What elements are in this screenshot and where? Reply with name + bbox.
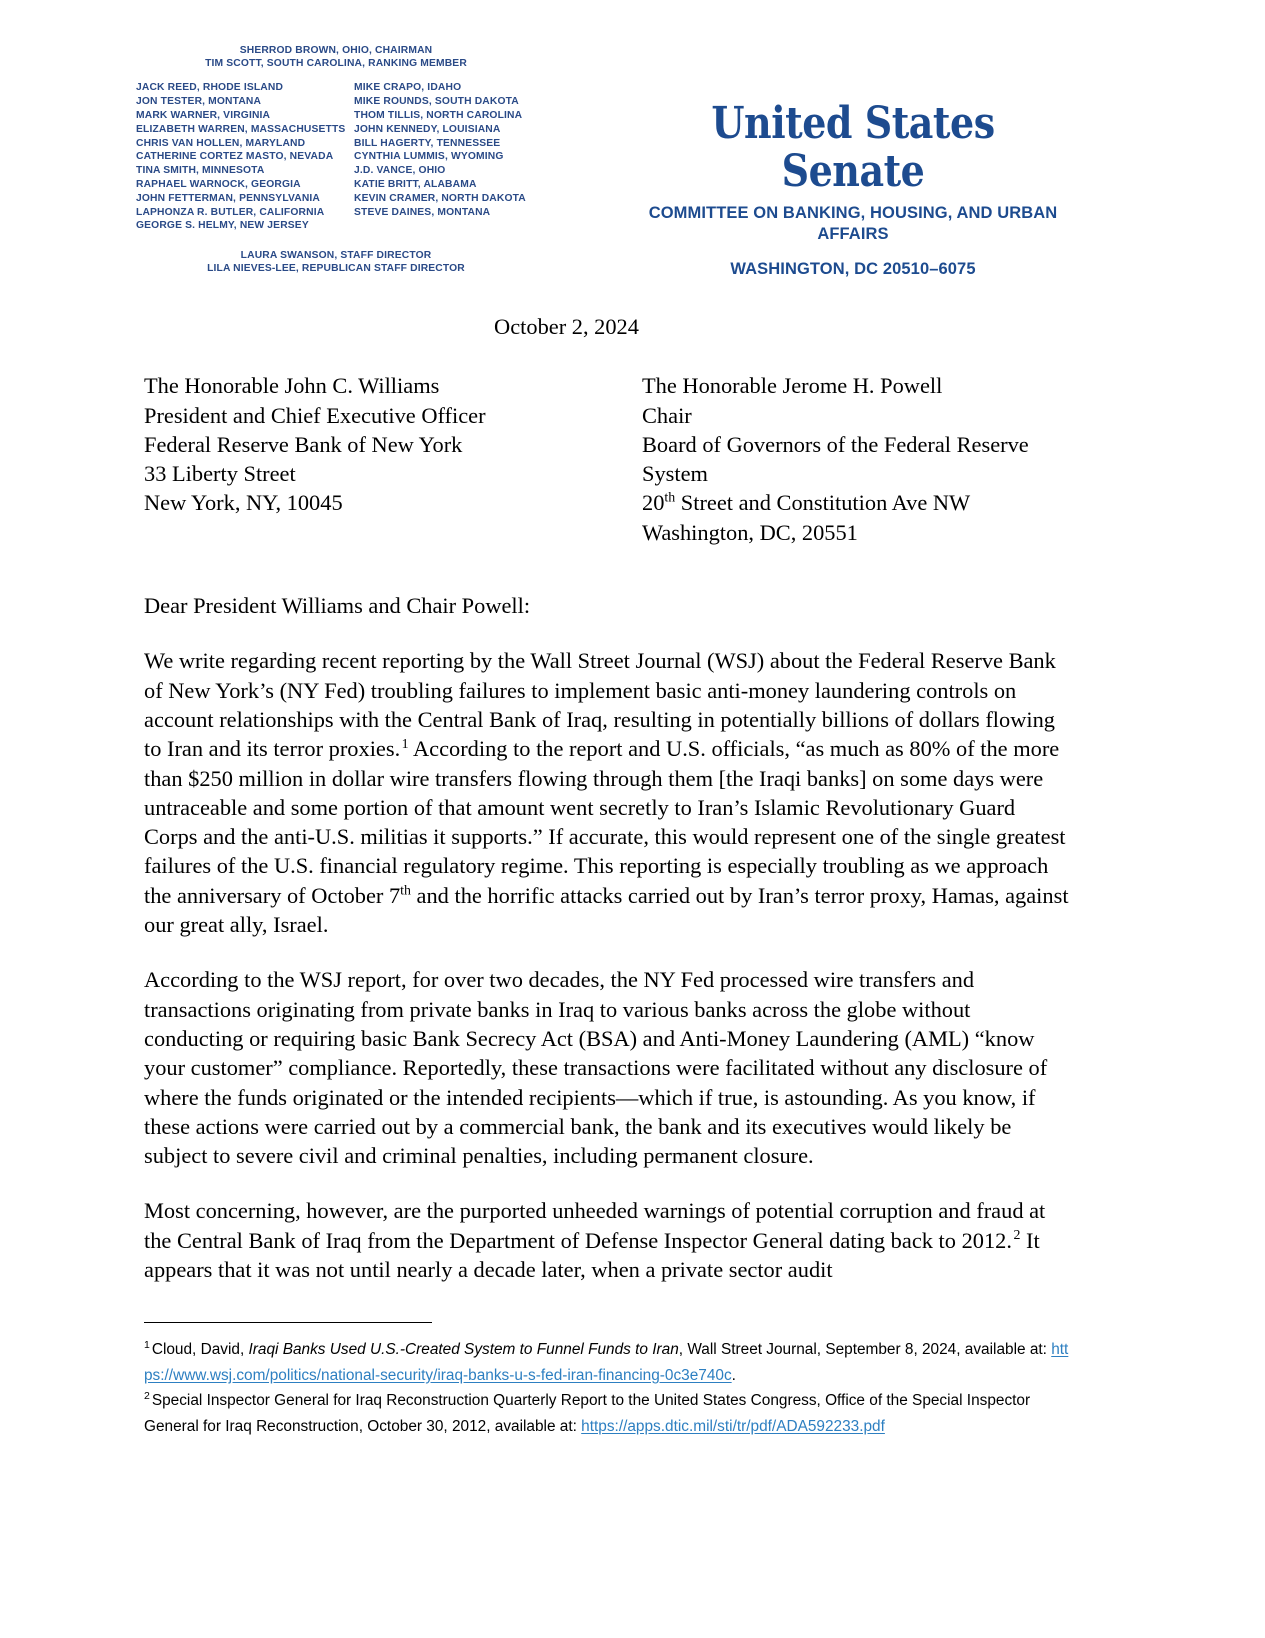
letter-date: October 2, 2024 [494, 314, 639, 339]
roster-member: KEVIN CRAMER, NORTH DAKOTA [354, 192, 526, 204]
roster-member: KATIE BRITT, ALABAMA [354, 178, 477, 190]
footnote-1-title: Iraqi Banks Used U.S.-Created System to Funnel Funds to Iran [248, 1341, 679, 1358]
roster-member: ELIZABETH WARREN, MASSACHUSETTS [136, 123, 346, 135]
recipient-city: Washington, DC, 20551 [642, 519, 858, 545]
roster-member: CYNTHIA LUMMIS, WYOMING [354, 151, 504, 163]
paragraph-1-text-b: According to the report and U.S. officials, “as much as 80% of the more than $250 million in dollar wire transfers flowing through them [the Iraqi banks] on some days were untraceable and some portion of that amount went secretly to Iran’s Islamic Revolutionary Guard Corps and the anti-U.S. militias it supports.” If accurate, this would represent one of the single greatest failures of the U.S. financial regulatory regime. This reporting is especially troubling as we approach the anniversary of October 7 [144, 736, 1066, 908]
senate-masthead [638, 100, 1068, 280]
street-name: Street and Constitution Ave NW [675, 490, 971, 516]
recipient-title: Chair [642, 402, 692, 428]
footnote-2 [144, 1388, 1069, 1439]
footnote-section [144, 1322, 1069, 1439]
paragraph-3-text-a: Most concerning, however, are the purported unheeded warnings of potential corruption and fraud at the Central Bank of Iraq from the Department of Defense Inspector General dating back to 2012. [144, 1198, 1046, 1253]
roster-member: MARK WARNER, VIRGINIA [136, 110, 271, 121]
footnote-separator [144, 1322, 432, 1323]
committee-address: WASHINGTON, DC 20510–6075 [730, 260, 976, 278]
roster-member: BILL HAGERTY, TENNESSEE [354, 137, 501, 149]
roster-column-majority [136, 81, 354, 233]
footnote-1-source: , Wall Street Journal, September 8, 2024, available at: [678, 1341, 1052, 1358]
roster-member: RAPHAEL WARNOCK, GEORGIA [136, 178, 301, 190]
roster-member: CHRIS VAN HOLLEN, MARYLAND [136, 137, 306, 149]
republican-staff-director: LILA NIEVES-LEE, REPUBLICAN STAFF DIRECTOR [207, 263, 465, 275]
recipient-name: The Honorable Jerome H. Powell [642, 373, 943, 399]
footnote-2-link[interactable]: https://apps.dtic.mil/sti/tr/pdf/ADA592233.pdf [581, 1417, 885, 1435]
ordinal-suffix: th [664, 491, 676, 507]
recipient-street [642, 488, 1069, 517]
recipient-williams [144, 371, 642, 547]
footnote-1-author: Cloud, David, [151, 1341, 249, 1358]
paragraph-3 [144, 1196, 1069, 1284]
roster-ranking-member: TIM SCOTT, SOUTH CAROLINA, RANKING MEMBER [205, 58, 467, 70]
roster-columns [136, 81, 536, 233]
recipient-powell [642, 371, 1069, 547]
footnote-1-number: 1 [144, 1339, 150, 1351]
roster-member: THOM TILLIS, NORTH CAROLINA [354, 110, 523, 121]
recipient-block [144, 371, 1069, 547]
footnote-1-period: . [731, 1366, 736, 1384]
roster-member: J.D. VANCE, OHIO [354, 165, 446, 177]
recipient-org: Federal Reserve Bank of New York [144, 431, 463, 457]
footnote-ref-2[interactable]: 2 [1013, 1228, 1021, 1244]
footnote-2-number: 2 [144, 1390, 150, 1402]
footnote-ref-1[interactable]: 1 [401, 736, 409, 752]
ordinal-suffix: th [400, 883, 411, 899]
roster-member: MIKE CRAPO, IDAHO [354, 82, 462, 94]
letterhead [0, 44, 1265, 278]
roster-staff [136, 249, 536, 275]
roster-member: STEVE DAINES, MONTANA [354, 206, 491, 218]
roster-member: JON TESTER, MONTANA [136, 96, 262, 108]
paragraph-1-text-c: and the horrific attacks carried out by Iran’s terror proxy, Hamas, against our great ally, Israel. [144, 882, 1069, 938]
committee-roster [136, 44, 536, 276]
footnote-2-source: Special Inspector General for Iraq Reconstruction Quarterly Report to the United States Congress, Office of the Special Inspector General for Iraq Reconstruction, October 30, 2012, available at: [144, 1392, 1031, 1435]
senate-wordmark: United States Senate [711, 98, 995, 197]
paragraph-2: According to the WSJ report, for over two decades, the NY Fed processed wire transfers and transactions originating from private banks in Iraq to various banks across the globe without conducting or requiring basic Bank Secrecy Act (BSA) and Anti-Money Laundering (AML) “know your customer” compliance. Reportedly, these transactions were facilitated without any disclosure of where the funds originated or the intended recipients—which if true, is astounding. As you know, if these actions were carried out by a commercial bank, the bank and its executives would likely be subject to severe civil and criminal penalties, including permanent closure. [144, 967, 1048, 1169]
roster-member: MIKE ROUNDS, SOUTH DAKOTA [354, 96, 519, 108]
recipient-city: New York, NY, 10045 [144, 490, 343, 516]
footnote-1 [144, 1337, 1069, 1388]
roster-member: TINA SMITH, MINNESOTA [136, 165, 265, 177]
roster-chairman: SHERROD BROWN, OHIO, CHAIRMAN [239, 45, 433, 56]
staff-director: LAURA SWANSON, STAFF DIRECTOR [240, 250, 432, 262]
letter-body [144, 312, 1069, 1310]
paragraph-1 [144, 646, 1069, 939]
recipient-name: The Honorable John C. Williams [144, 373, 440, 399]
salutation: Dear President Williams and Chair Powell: [144, 593, 531, 619]
footnote-1-link[interactable]: https://www.wsj.com/politics/national-security/iraq-banks-u-s-fed-iran-financing-0c3e740c [144, 1341, 1069, 1384]
roster-member: LAPHONZA R. BUTLER, CALIFORNIA [136, 206, 325, 218]
roster-column-minority [354, 81, 536, 233]
roster-leaders [136, 44, 536, 70]
committee-name: COMMITTEE ON BANKING, HOUSING, AND URBAN AFFAIRS [648, 204, 1058, 243]
recipient-title: President and Chief Executive Officer [144, 402, 486, 428]
roster-member: CATHERINE CORTEZ MASTO, NEVADA [136, 151, 334, 163]
roster-member: JOHN KENNEDY, LOUISIANA [354, 123, 501, 135]
paragraph-3-text-b: It appears that it was not until nearly a decade later, when a private sector audit [144, 1227, 1040, 1283]
roster-member: JACK REED, RHODE ISLAND [136, 82, 284, 94]
roster-member: JOHN FETTERMAN, PENNSYLVANIA [136, 192, 321, 204]
paragraph-1-text-a: We write regarding recent reporting by the Wall Street Journal (WSJ) about the Federal Reserve Bank of New York’s (NY Fed) troubling failures to implement basic anti-money laundering controls on account relationships with the Central Bank of Iraq, resulting in potentially billions of dollars flowing to Iran and its terror proxies. [144, 648, 1056, 762]
recipient-street: 33 Liberty Street [144, 461, 296, 487]
recipient-org: Board of Governors of the Federal Reserve System [642, 431, 1035, 487]
street-number: 20 [642, 490, 665, 516]
roster-member: GEORGE S. HELMY, NEW JERSEY [136, 220, 309, 232]
